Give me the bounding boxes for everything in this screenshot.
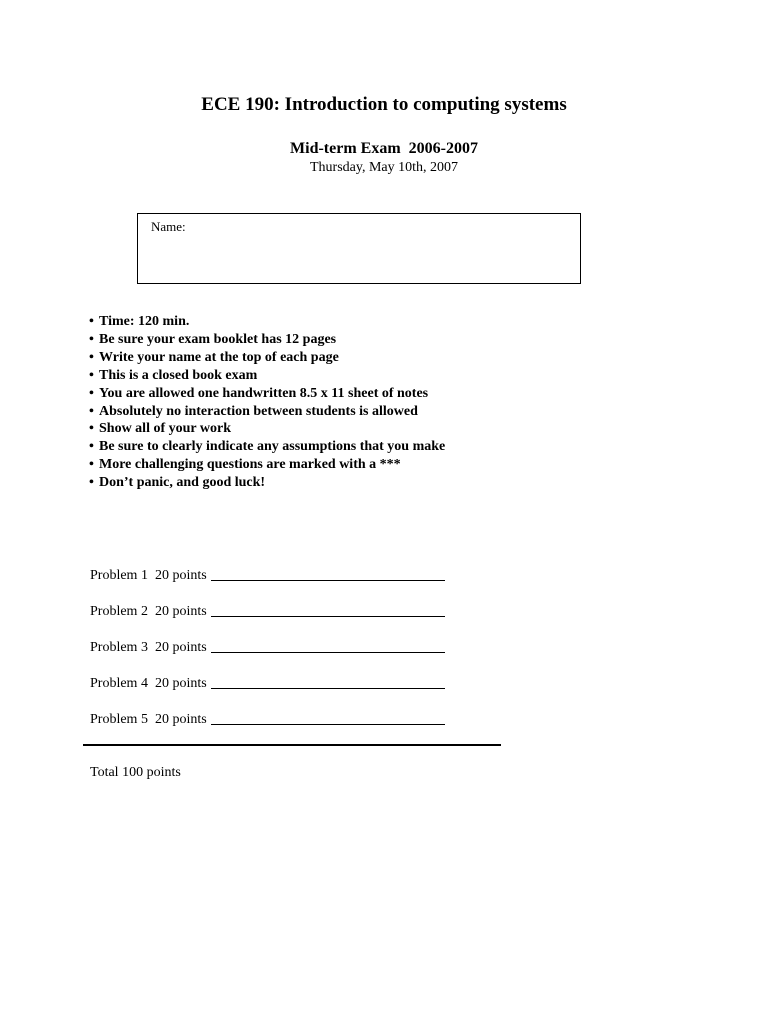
- instruction-item: • Time: 120 min.: [89, 314, 190, 329]
- problem-points: 20 points: [154, 640, 207, 655]
- problem-label: Problem 2: [90, 604, 148, 619]
- instruction-item: • Write your name at the top of each page: [89, 349, 339, 365]
- exam-date: Thursday, May 10th, 2007: [309, 160, 459, 175]
- problem-points: 20 points: [154, 604, 207, 619]
- bullet-icon: •: [89, 385, 94, 401]
- bullet-icon: •: [89, 367, 94, 383]
- instruction-item: • More challenging questions are marked with a ***: [89, 457, 401, 473]
- problem-points: 20 points: [154, 712, 207, 727]
- problem-3-score-blank[interactable]: [211, 638, 445, 653]
- bullet-icon: •: [89, 421, 94, 437]
- instruction-item: • Be sure your exam booklet has 12 pages: [89, 331, 337, 347]
- bullet-icon: •: [89, 475, 94, 491]
- problem-label: Problem 5: [90, 712, 148, 727]
- bullet-icon: •: [89, 331, 94, 347]
- total-divider: [83, 744, 501, 746]
- problem-label: Problem 1: [90, 568, 148, 583]
- instruction-item: • Show all of your work: [89, 421, 231, 437]
- instruction-item: • You are allowed one handwritten 8.5 x 11 sheet of notes: [89, 385, 429, 401]
- exam-subtitle: Mid-term Exam 2006-2007: [290, 140, 478, 157]
- problem-4-score-row: [90, 672, 445, 690]
- bullet-icon: •: [89, 349, 94, 365]
- problem-4-score-blank[interactable]: [211, 674, 445, 689]
- exam-title: ECE 190: Introduction to computing systems: [201, 94, 567, 115]
- problem-label: Problem 3: [90, 640, 148, 655]
- problem-5-score-blank[interactable]: [211, 710, 445, 725]
- bullet-icon: •: [89, 457, 94, 473]
- bullet-icon: •: [89, 439, 94, 455]
- problem-points: 20 points: [154, 676, 207, 691]
- bullet-icon: •: [89, 314, 94, 329]
- instruction-item: • Absolutely no interaction between students is allowed: [89, 403, 418, 419]
- problem-1-score-blank[interactable]: [211, 566, 445, 581]
- problem-label: Problem 4: [90, 676, 148, 691]
- total-points: Total 100 points: [90, 765, 181, 780]
- problem-2-score-blank[interactable]: [211, 602, 445, 617]
- problem-3-score-row: [90, 636, 445, 654]
- problem-1-score-row: [90, 564, 445, 582]
- instruction-item: • Be sure to clearly indicate any assumptions that you make: [89, 439, 446, 455]
- instruction-item: • Don’t panic, and good luck!: [89, 475, 266, 491]
- instruction-item: • This is a closed book exam: [89, 367, 258, 383]
- problem-2-score-row: [90, 600, 445, 618]
- problem-5-score-row: [90, 708, 445, 726]
- instructions-list: [89, 313, 445, 492]
- name-label: Name:: [151, 219, 186, 234]
- bullet-icon: •: [89, 403, 94, 419]
- problem-points: 20 points: [154, 568, 207, 583]
- name-box[interactable]: [137, 213, 581, 284]
